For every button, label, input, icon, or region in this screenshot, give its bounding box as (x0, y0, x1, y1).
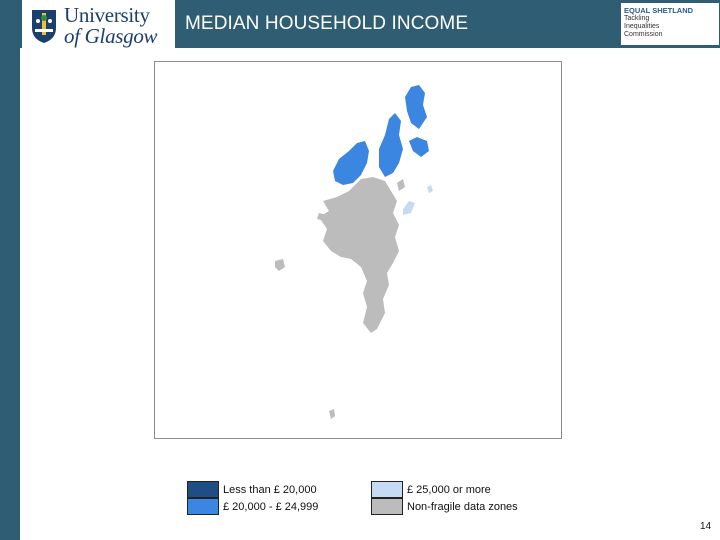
map-region-non-fragile (275, 177, 405, 419)
legend-item-non-fragile (371, 498, 518, 515)
partner-logo-line1: Tackling (624, 15, 650, 22)
legend-swatch-grey (371, 498, 403, 515)
page-number: 14 (700, 521, 712, 532)
left-accent-bar (0, 0, 20, 540)
legend-item-25k-plus (371, 481, 491, 498)
partner-logo-line2: Inequalities (624, 23, 660, 30)
legend-label: £ 20,000 - £ 24,999 (223, 500, 319, 513)
legend-item-20k-25k (187, 498, 318, 515)
partner-logo-title: EQUAL SHETLAND (624, 6, 694, 15)
map-region-20k-25k (333, 85, 429, 185)
legend-swatch-mid-blue (187, 498, 219, 515)
legend-item-under-20k (187, 481, 317, 498)
legend-label: Non-fragile data zones (407, 500, 518, 513)
page-title: MEDIAN HOUSEHOLD INCOME (185, 13, 469, 34)
legend-label: Less than £ 20,000 (223, 483, 317, 496)
partner-logo (620, 2, 720, 46)
legend-label: £ 25,000 or more (407, 483, 491, 496)
university-crest-icon (30, 8, 58, 44)
map-image (155, 62, 561, 438)
university-logo-line2: of Glasgow (64, 24, 158, 48)
university-logo (22, 0, 175, 48)
map-region-25k-plus (403, 185, 433, 215)
university-logo-line1: University (64, 3, 150, 27)
legend-swatch-light-blue (371, 481, 403, 498)
map-frame (154, 61, 562, 439)
legend-swatch-dark-blue (187, 481, 219, 498)
partner-logo-line3: Commission (624, 31, 663, 38)
